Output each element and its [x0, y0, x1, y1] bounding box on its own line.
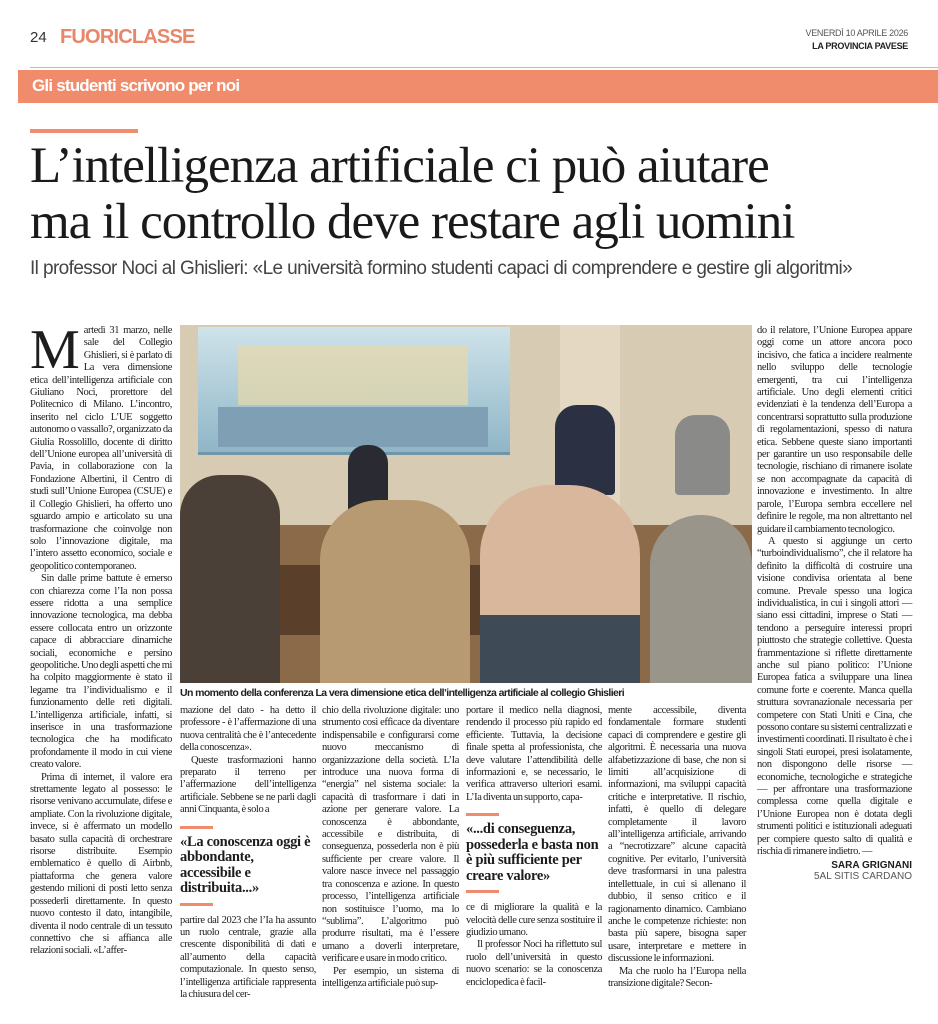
section-title: FUORICLASSE: [60, 26, 195, 48]
paragraph: Prima di internet, il valore era strettamente legato al possesso: le risorse venivano accumulate, difese e ampliate. Con la rivoluzione digitale, invece, si è affermato un modello basato sulla capacità di orchestrare risorse distribuite. Esempio emblematico è quello di Airbnb, piattaforma che genera valore gestendo milioni di posti letto senza possederli direttamente. In questo nuovo contesto il dato, intangibile, diventa il nodo centrale di un tessuto connettivo che si affianca alle relazioni sociali. «L’affer-: [30, 771, 172, 957]
issue-date: VENERDÌ 10 APRILE 2026: [805, 28, 908, 38]
pull-quote: [180, 826, 316, 906]
projection-screen: [198, 327, 510, 455]
paragraph: Ma che ruolo ha l’Europa nella transizione digitale? Secon-: [608, 965, 746, 989]
subtitle: Il professor Noci al Ghislieri: «Le università formino studenti capaci di comprendere e gestire gli algoritmi»: [30, 258, 853, 279]
headline-line-2: ma il controllo deve restare agli uomini: [30, 194, 795, 250]
student-standing: [675, 415, 730, 495]
speaker-man: [555, 405, 615, 495]
paragraph: Queste trasformazioni hanno preparato il terreno per l’affermazione dell’intelligenza artificiale. Sebbene se ne parli dagli anni Cinquanta, è solo a: [180, 754, 316, 816]
author-byline: SARA GRIGNANI: [831, 860, 912, 872]
paragraph: artedì 31 marzo, nelle sale del Collegio Ghislieri, si è parlato di La vera dimensione etica dell’intelligenza artificiale con Giuliano Noci, prorettore del Politecnico di Milano. L’incontro, inserito nel ciclo L’UE soggetto autonomo o vassallo?, organizzato da Giulia Rossolillo, docente di diritto dell’Unione europea all’università di Pavia, in collaborazione con la Fondazione Albertini, il Centro di studi sull’Unione Europea (CSUE) e il Collegio Ghislieri, ha offerto uno sguardo ampio e articolato su una trasformazione che coinvolge non solo l’innovazione digitale, ma l’intero assetto economico, sociale e geopolitico contemporaneo.: [30, 325, 172, 572]
headline: [30, 138, 920, 250]
headline-line-1: L’intelligenza artificiale ci può aiutare: [30, 138, 769, 194]
article-column-5: [608, 705, 746, 990]
paragraph: mazione del dato - ha detto il professore - è l’affermazione di una nuova centralità che è l’antecedente della conoscenza».: [180, 705, 316, 754]
paragraph: Il professor Noci ha riflettuto sul ruolo dell’università in questo nuovo scenario: se la conoscenza enciclopedica è facil-: [466, 939, 602, 988]
paragraph: Sin dalle prime battute è emerso con chiarezza come l’Ia non possa essere ridotta a una semplice innovazione tecnologica, ma debba essere collocata entro un orizzonte capace di abbracciare dinamiche sociali, economiche e persino geopolitiche. Uno degli aspetti che mi ha colpito maggiormente è stato il legame tra l’individualismo e il funzionamento delle reti digitali. L’intelligenza artificiale, infatti, si inserisce in una trasformazione tecnologica che ha modificato profondamente il modo in cui viene creato valore.: [30, 573, 172, 771]
article-column-6: [757, 325, 912, 882]
audience-member: [650, 515, 752, 683]
drop-cap: M: [30, 319, 80, 381]
paragraph: portare il medico nella diagnosi, rendendo il processo più rapido ed efficiente. Tuttavia, la decisione finale spetta al professionista, che deve valutare l’attendibilità delle informazioni e, se necessario, le verifica attraverso ulteriori esami. L’Ia diventa un supporto, capa-: [466, 705, 602, 803]
paragraph: partire dal 2023 che l’Ia ha assunto un ruolo centrale, grazie alla crescente disponibilità di dati e all’aumento della capacità computazionale. In questo senso, l’intelligenza artificiale rappresenta la chiusura del cer-: [180, 914, 316, 1001]
article-column-2: [180, 705, 316, 1002]
conference-photo: [180, 325, 752, 683]
pull-quote-text: «...di conseguenza, possederla e basta non è più sufficiente per creare valore»: [466, 821, 599, 884]
article-column-3: [322, 705, 459, 990]
pull-quote-text: «La conoscenza oggi è abbondante, accessibile e distribuita...»: [180, 833, 311, 897]
paragraph: do il relatore, l’Unione Europea appare oggi come un attore ancora poco incisivo, che fatica a incidere realmente nello sviluppo delle tecnologie emergenti, tra cui l’intelligenza artificiale. Uno degli elementi critici evidenziati è la tendenza dell’Europa a concentrarsi soprattutto sulla produzione di regolamentazioni, spesso di natura etica. Sebbene queste siano importanti per garantire un uso responsabile delle tecnologie, rischiano di rimanere isolate se non accompagnate da capacità di innovazione e investimento. In altre parole, l’Europa sembra eccellere nel definire le regole, ma non altrettanto nel guidare il cambiamento tecnologico.: [757, 325, 912, 535]
paragraph: Per esempio, un sistema di intelligenza artificiale può sup-: [322, 965, 459, 989]
paragraph: A questo si aggiunge un certo “turboindividualismo”, che il relatore ha definito la difficoltà di costruire una visione condivisa orientata al bene comune. Prevale spesso una logica individualistica, in cui i singoli attori — siano essi cittadini, imprese o Stati — tendono a perseguire interessi propri piuttosto che strategie collettive. Questa frammentazione si riflette direttamente anche sul piano politico: l’Unione Europea fatica a sviluppare una linea comune forte e coerente. Manca quella struttura sovranazionale necessaria per competere con Stati Uniti e Cina, che possono contare su sistemi centralizzati e investimenti coordinati. Il risultato è che i singoli Stati europei, presi isolatamente, non dispongono delle risorse — economiche, tecnologiche e strategiche — per affrontare una trasformazione complessa come quella digitale e l’Unione Europea non è dotata degli strumenti politici e istituzionali adeguati per compiere questo salto di qualità e rischia di rimanere indietro. —: [757, 535, 912, 858]
newspaper-name: LA PROVINCIA PAVESE: [812, 41, 908, 51]
author-school: 5AL SITIS CARDANO: [814, 871, 912, 883]
paragraph: ce di migliorare la qualità e la velocità delle cure senza sostituire il giudizio umano.: [466, 902, 602, 939]
rubric-band: [18, 70, 938, 103]
article-column-1: [30, 319, 172, 958]
paragraph: chio della rivoluzione digitale: uno strumento così efficace da diventare indispensabile e configurarsi come nuovo meccanismo di organizzazione della società. L’Ia introduce una nuova forma di “energia” nel sistema sociale: la capacità di trasformare i dati in azione per generare valore. La conoscenza è abbondante, accessibile e distribuita, di conseguenza, possederla non è più sufficiente per creare valore. Il valore nasce invece nel passaggio tra conoscenza e azione. In questo processo, l’intelligenza artificiale non sostituisce l’uomo, ma lo “sublima”. L’algoritmo può produrre risultati, ma è l’essere umano a doverli interpretare, verificare e usare in modo critico.: [322, 705, 459, 965]
article-column-4: [466, 705, 602, 989]
headline-accent-bar: [30, 129, 138, 133]
photo-caption: Un momento della conferenza La vera dimensione etica dell’intelligenza artificiale al collegio Ghislieri: [180, 687, 625, 699]
paragraph: mente accessibile, diventa fondamentale formare studenti capaci di comprendere e gestire gli algoritmi. È necessaria una nuova alfabetizzazione di base, che non si limiti all’acquisizione di informazioni, ma sviluppi capacità critiche e interpretative. Il rischio, infatti, è quello di delegare completamente il lavoro all’intelligenza artificiale, arrivando a “necrotizzare” alcune capacità cognitive. Per evitarlo, l’università deve trasformarsi in una palestra intellettuale, in cui si allenano il dubbio, il senso critico e il ragionamento dinamico. Cambiano anche le competenze richieste: non basta più sapere, bisogna saper usare, interpretare e mettere in discussione le informazioni.: [608, 705, 746, 965]
pull-quote: [466, 813, 602, 893]
header-divider: [30, 67, 938, 68]
page-number: 24: [30, 29, 47, 46]
rubric-label: Gli studenti scrivono per noi: [32, 76, 240, 95]
audience-member: [320, 500, 470, 683]
